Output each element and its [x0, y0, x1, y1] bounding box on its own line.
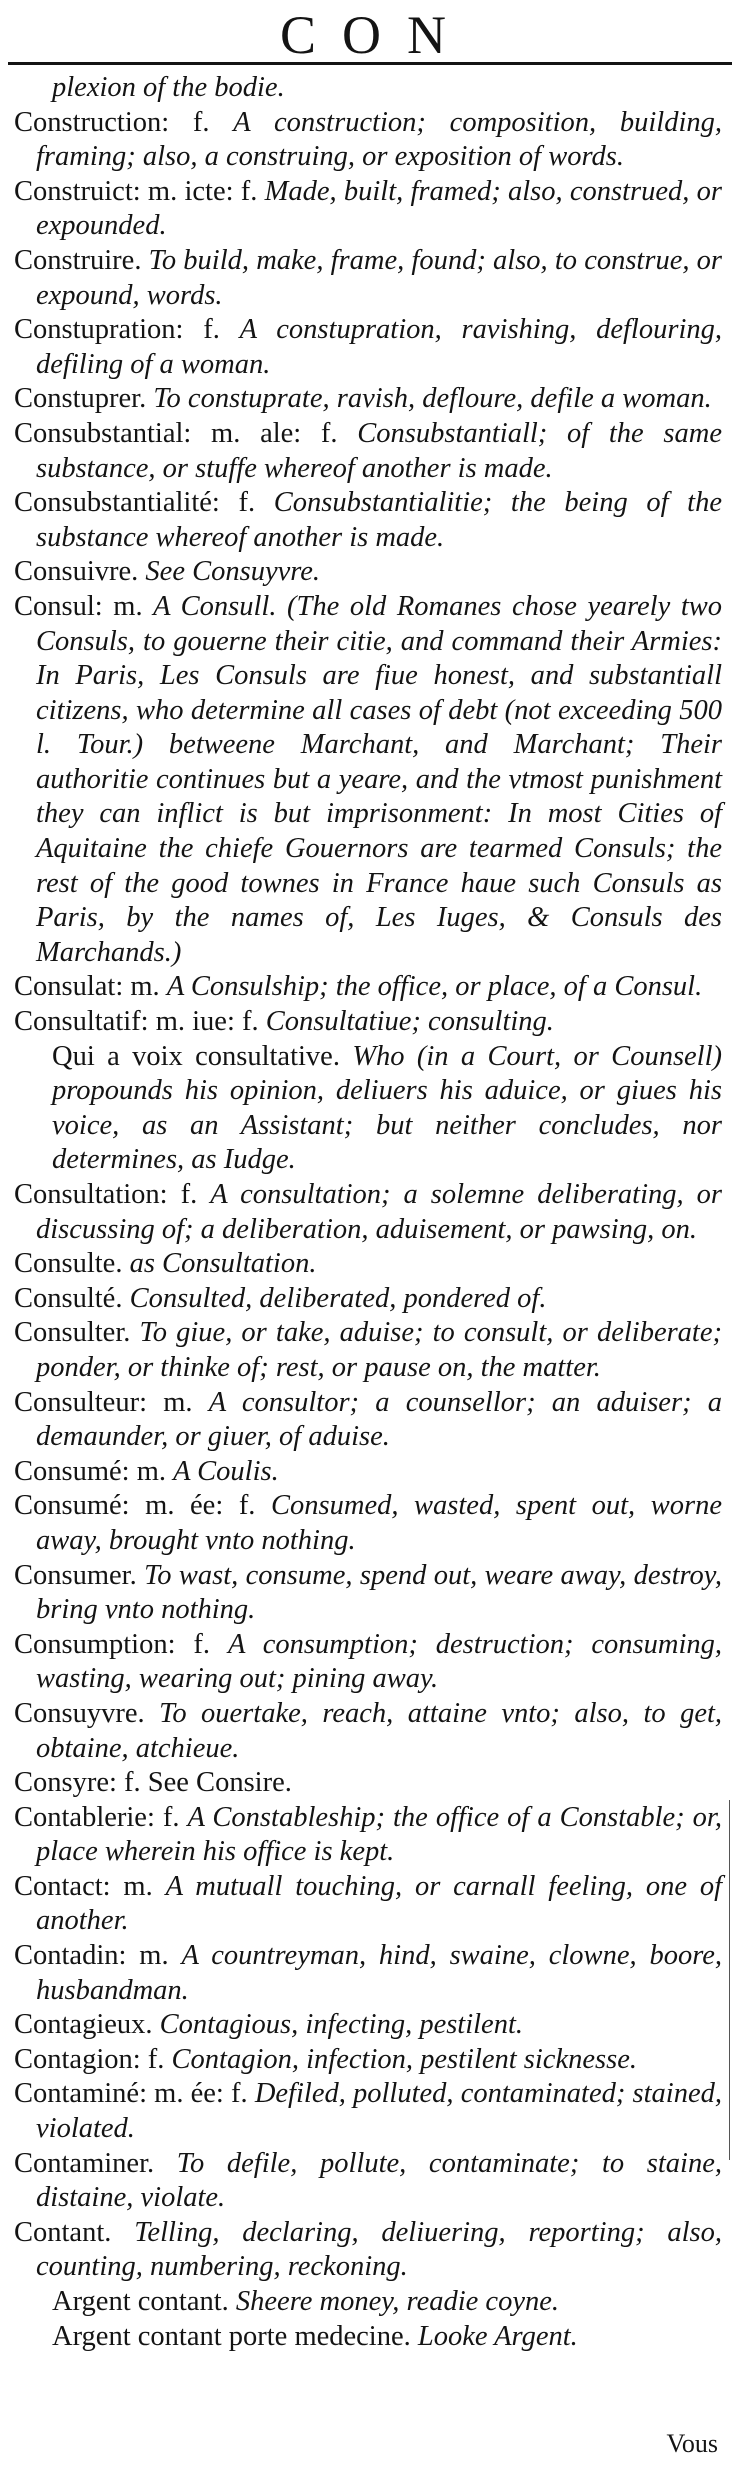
definition: A Constableship; the office of a Constable; or, place wherein his office is kept.	[36, 1801, 722, 1868]
headword: Consulter.	[14, 1317, 131, 1349]
headword: Contadin:	[14, 1940, 127, 1972]
grammar-note	[137, 1560, 144, 1591]
definition: To build, make, frame, found; also, to construe, or expound, words.	[36, 244, 722, 311]
page-title: CON	[279, 5, 472, 65]
dictionary-entry	[14, 2285, 722, 2320]
headword: Consyre:	[14, 1767, 117, 1799]
grammar-note: m. ée: f.	[129, 1490, 272, 1522]
headword: Consubstantialité:	[14, 487, 220, 519]
grammar-note	[122, 1248, 129, 1279]
headword: Consuyvre.	[14, 1697, 145, 1729]
dictionary-entry	[14, 106, 722, 175]
dictionary-entry	[14, 2043, 722, 2078]
dictionary-entry	[14, 2077, 722, 2146]
definition: Sheere money, readie coyne.	[235, 2286, 560, 2317]
dictionary-entry	[14, 970, 722, 1005]
dictionary-entry	[14, 1628, 722, 1697]
definition: Who (in a Court, or Counsell) propounds his opinion, deliuers his aduice, or giues his voice, as an Assistant; but neither concludes, nor determines, as Iudge.	[52, 1040, 723, 1176]
definition: Looke Argent.	[417, 2320, 578, 2352]
dictionary-entry	[14, 1939, 722, 2008]
grammar-note	[411, 2321, 418, 2352]
grammar-note: m.	[126, 1940, 182, 1972]
headword: Consulteur:	[14, 1386, 147, 1418]
definition: Consumed, wasted, spent out, worne away, brought vnto nothing.	[36, 1490, 722, 1556]
dictionary-entry	[14, 1282, 722, 1317]
grammar-note	[153, 2009, 160, 2040]
definition: A Coulis.	[173, 1455, 279, 1487]
grammar-note: f.	[219, 487, 274, 519]
catchword: Vous	[666, 2429, 718, 2458]
headword: Consultation:	[14, 1179, 168, 1210]
dictionary-entry	[14, 1870, 722, 1939]
headword: Qui a voix consultative.	[52, 1040, 340, 1072]
grammar-note: f.	[183, 314, 240, 346]
grammar-note	[145, 1698, 159, 1729]
headword: Construict:	[14, 175, 141, 207]
headword: Consumé:	[14, 1455, 130, 1487]
definition: Telling, declaring, deliuering, reporting; also, counting, numbering, reckoning.	[36, 2216, 723, 2283]
dictionary-entry	[14, 1489, 722, 1558]
headword: Contablerie:	[14, 1801, 155, 1833]
definition: Consubstantiall; of the same substance, or stuffe whereof another is made.	[36, 417, 722, 484]
grammar-note: m. iue: f.	[148, 1006, 266, 1038]
definition: To constuprate, ravish, defloure, defile a woman.	[153, 383, 712, 415]
definition: A consultor; a counsellor; an aduiser; a demaunder, or giuer, of aduise.	[36, 1386, 723, 1453]
headword: Consumé:	[14, 1490, 130, 1522]
definition: as Consultation.	[129, 1248, 317, 1280]
definition: Contagion, infection, pestilent sicknesse.	[171, 2043, 637, 2075]
headword: Consulat:	[14, 971, 124, 1003]
definition: A countreyman, hind, swaine, clowne, boore, husbandman.	[36, 1940, 723, 2006]
entry-list	[0, 65, 732, 2354]
headword: Contagieux.	[14, 2009, 153, 2041]
headword: Constupration:	[14, 314, 184, 346]
headword: Contact:	[14, 1870, 111, 1902]
grammar-note: f.	[167, 1179, 211, 1210]
grammar-note	[111, 2217, 134, 2248]
dictionary-entry	[14, 2147, 722, 2216]
definition: A Consulship; the office, or place, of a Consul.	[166, 971, 703, 1003]
grammar-note: f.	[169, 106, 234, 138]
grammar-note	[154, 2148, 177, 2179]
definition: Made, built, framed; also, construed, or expounded.	[36, 175, 722, 242]
definition: Consultatiue; consulting.	[265, 1006, 554, 1038]
headword: Contaminer.	[14, 2147, 155, 2179]
dictionary-entry	[14, 1040, 722, 1178]
grammar-note: f.	[140, 2043, 172, 2075]
headword: Consulte.	[14, 1248, 123, 1280]
definition: To defile, pollute, contaminate; to staine, distaine, violate.	[36, 2147, 722, 2214]
headword: Contagion:	[14, 2043, 141, 2075]
dictionary-entry	[14, 417, 722, 486]
headword: Constuprer.	[14, 383, 147, 415]
dictionary-entry	[14, 71, 722, 106]
definition: To giue, or take, aduise; to consult, or deliberate; ponder, or thinke of; rest, or pause on, the matter.	[36, 1317, 722, 1383]
grammar-note: m. ale: f.	[191, 417, 358, 449]
dictionary-entry	[14, 175, 722, 244]
grammar-note: m.	[110, 1870, 166, 1902]
dictionary-entry	[14, 590, 722, 971]
definition: Consulted, deliberated, pondered of.	[129, 1282, 547, 1314]
dictionary-entry	[14, 2320, 722, 2355]
grammar-note: f. See Consire.	[116, 1767, 292, 1799]
dictionary-entry	[14, 1247, 722, 1282]
headword: Argent contant.	[52, 2286, 229, 2317]
dictionary-entry	[14, 1801, 722, 1870]
grammar-note: m.	[102, 590, 154, 622]
grammar-note	[122, 1283, 129, 1314]
headword: Argent contant porte medecine.	[52, 2320, 411, 2352]
dictionary-entry	[14, 382, 722, 417]
dictionary-entry	[14, 1005, 722, 1040]
dictionary-entry	[14, 486, 722, 555]
dictionary-entry	[14, 1386, 722, 1455]
dictionary-entry	[14, 313, 722, 382]
grammar-note	[130, 1317, 139, 1348]
grammar-note	[141, 245, 148, 276]
grammar-note: m.	[129, 1455, 174, 1487]
dictionary-entry	[14, 2216, 722, 2285]
dictionary-entry	[14, 1178, 722, 1247]
definition: A mutuall touching, or carnall feeling, one of another.	[36, 1870, 722, 1937]
grammar-note: m. ée: f.	[146, 2078, 255, 2110]
dictionary-entry	[14, 2008, 722, 2043]
definition: Consubstantialitie; the being of the substance whereof another is made.	[36, 487, 722, 553]
dictionary-entry	[14, 1697, 722, 1766]
dictionary-entry	[14, 244, 722, 313]
headword: Consuivre.	[14, 556, 139, 588]
definition: plexion of the bodie.	[52, 72, 285, 103]
definition: To ouertake, reach, attaine vnto; also, to get, obtaine, atchieue.	[36, 1697, 723, 1764]
dictionary-entry	[14, 1766, 722, 1801]
definition: To wast, consume, spend out, weare away, destroy, bring vnto nothing.	[36, 1559, 722, 1626]
grammar-note: f.	[175, 1628, 228, 1660]
headword: Contant.	[14, 2216, 112, 2248]
definition: A consumption; destruction; consuming, wasting, wearing out; pining away.	[36, 1628, 722, 1695]
dictionary-entry	[14, 1316, 722, 1385]
headword: Construire.	[14, 244, 142, 276]
headword: Construction:	[14, 106, 170, 138]
headword: Consulté.	[14, 1282, 123, 1314]
grammar-note	[340, 1041, 352, 1072]
definition: A constupration, ravishing, deflouring, defiling of a woman.	[36, 314, 722, 380]
headword: Consumer.	[14, 1559, 137, 1591]
definition: A consultation; a solemne deliberating, or discussing of; a deliberation, aduisement, or pawsing, on.	[36, 1179, 722, 1245]
grammar-note	[229, 2286, 236, 2317]
headword: Consubstantial:	[14, 417, 192, 449]
headword: Consumption:	[14, 1628, 176, 1660]
headword: Contaminé:	[14, 2078, 147, 2110]
definition: See Consuyvre.	[145, 556, 321, 588]
dictionary-entry	[14, 1559, 722, 1628]
grammar-note: m.	[147, 1386, 209, 1418]
grammar-note: m. icte: f.	[140, 175, 265, 207]
headword: Consultatif:	[14, 1006, 149, 1038]
margin-mark	[729, 1800, 730, 2160]
definition: A construction; composition, building, framing; also, a construing, or exposition of words.	[36, 106, 722, 173]
dictionary-entry	[14, 555, 722, 590]
grammar-note: f.	[154, 1801, 188, 1833]
dictionary-entry	[14, 1455, 722, 1490]
definition: Defiled, polluted, contaminated; stained, violated.	[36, 2078, 722, 2145]
definition: A Consull. (The old Romanes chose yearely two Consuls, to gouerne their citie, and command their Armies: In Paris, Les Consuls are fiue honest, and substantiall citizens, who determine all cases of debt (not exceeding 500 l. Tour.) betweene Marchant, and Marchant; Their authoritie continues but a yeare, and the vtmost punishment they can inflict is but imprisonment: In most Cities of Aquitaine the chiefe Gouernors are tearmed Consuls; the rest of the good townes in France haue such Consuls as Paris, by the names of, Les Iuges, & Consuls des Marchands.)	[36, 590, 723, 968]
headword: Consul:	[14, 590, 103, 622]
definition: Contagious, infecting, pestilent.	[159, 2009, 524, 2041]
grammar-note: m.	[123, 971, 167, 1003]
